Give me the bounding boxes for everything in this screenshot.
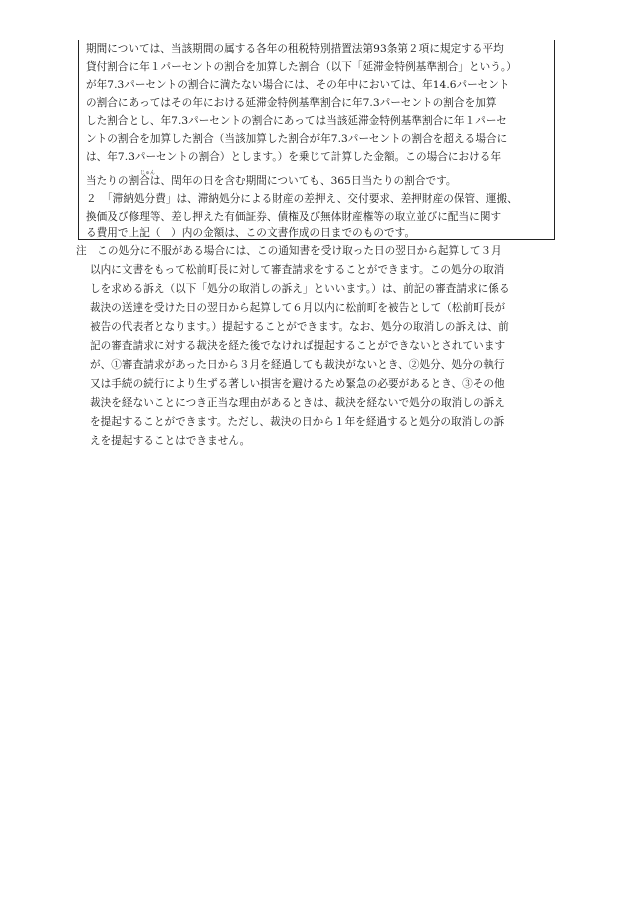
boxed-line-4: の割合にあってはその年における延滞金特例基準割合に年7.3パーセントの割合を加算 xyxy=(86,97,497,109)
note-line-7: が、①審査請求があった日から３月を経過しても裁決がないとき、②処分、処分の執行 xyxy=(90,359,505,371)
note-line-3: しを求める訴え（以下「処分の取消しの訴え」といいます。）は、前記の審査請求に係る xyxy=(90,283,510,295)
boxed-line-3: が年7.3パーセントの割合に満たない場合には、その年中においては、年14.6パーセント xyxy=(86,79,510,91)
boxed-line-1: 期間については、当該期間の属する各年の租税特別措置法第93条第２項に規定する平均 xyxy=(86,43,504,55)
note-line-11: えを提起することはできません。 xyxy=(90,435,251,447)
boxed-line-2: 貸付割合に年１パーセントの割合を加算した割合（以下「延滞金特例基準割合」という。） xyxy=(86,61,517,73)
note-line-1: 注 この処分に不服がある場合には、この通知書を受け取った日の翌日から起算して３月 xyxy=(76,245,502,257)
boxed-line-8: 当たりの割合は、閏年の日を含む期間についても、365日当たりの割合です。 xyxy=(86,175,457,187)
boxed-line-6: ントの割合を加算した割合（当該加算した割合が年7.3パーセントの割合を超える場合に xyxy=(86,133,508,145)
leap-year-ruby: じゅん xyxy=(140,170,156,176)
note-line-5: 被告の代表者となります。）提起することができます。なお、処分の取消しの訴えは、前 xyxy=(90,321,509,333)
boxed-line-10: 換価及び修理等、差し押えた有価証券、債権及び無体財産権等の取立並びに配当に関す xyxy=(86,211,502,223)
boxed-line-5: した割合とし、年7.3パーセントの割合にあっては当該延滞金特例基準割合に年１パーセ xyxy=(86,115,507,127)
note-line-10: を提起することができます。ただし、裁決の日から１年を経過すると処分の取消しの訴 xyxy=(90,416,505,428)
boxed-line-11: る費用で上記（ ）内の金額は、この文書作成の日までのものです。 xyxy=(86,227,416,239)
note-line-4: 裁決の送達を受けた日の翌日から起算して６月以内に松前町を被告として（松前町長が xyxy=(90,302,506,314)
note-line-2: 以内に文書をもって松前町長に対して審査請求をすることができます。この処分の取消 xyxy=(90,264,505,276)
boxed-line-7: は、年7.3パーセントの割合）とします。）を乗じて計算した金額。この場合における年 xyxy=(86,151,502,163)
note-line-9: 裁決を経ないことにつき正当な理由があるときは、裁決を経ないで処分の取消しの訴え xyxy=(90,397,505,409)
note-line-8: 又は手続の続行により生ずる著しい損害を避けるため緊急の必要があるとき、③その他 xyxy=(90,378,505,390)
note-line-6: 記の審査請求に対する裁決を経た後でなければ提起することができないとされています xyxy=(90,340,506,352)
boxed-line-9: ２ 「滞納処分費」は、滞納処分による財産の差押え、交付要求、差押財産の保管、運搬、 xyxy=(86,193,518,205)
